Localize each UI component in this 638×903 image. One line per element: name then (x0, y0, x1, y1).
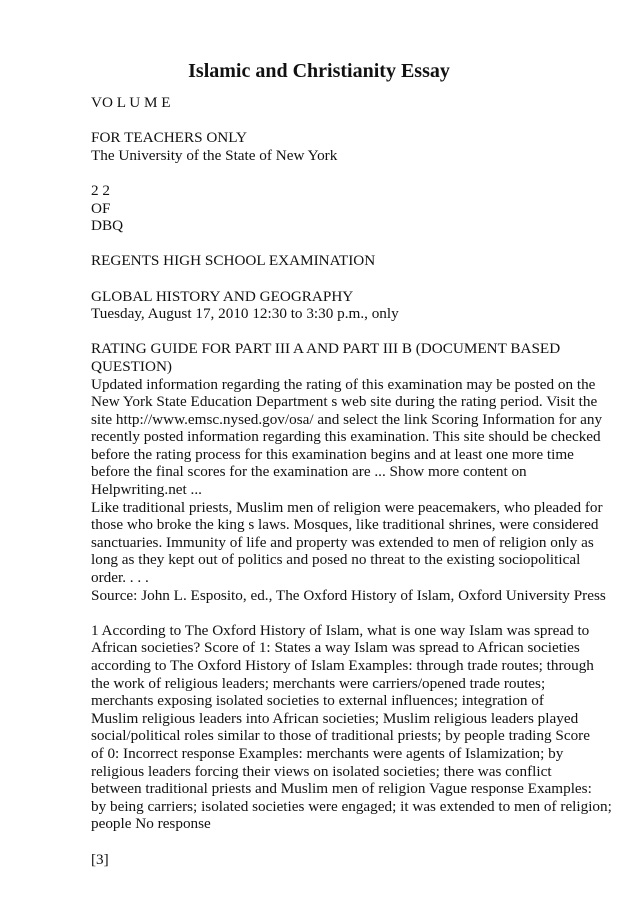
document-title: Islamic and Christianity Essay (188, 60, 450, 82)
text-line: OF (91, 199, 111, 217)
text-line: Updated information regarding the rating of this examination may be posted on the (91, 375, 596, 393)
text-line: DBQ (91, 217, 124, 235)
text-line: recently posted information regarding this examination. This site should be checked (91, 428, 601, 446)
text-line: Muslim religious leaders into African societies; Muslim religious leaders played (91, 709, 579, 727)
text-line: GLOBAL HISTORY AND GEOGRAPHY (91, 287, 354, 305)
text-line: social/political roles similar to those of traditional priests; by people trading Score (91, 727, 590, 745)
text-line: merchants exposing isolated societies to external influences; integration of (91, 692, 544, 710)
paragraph (91, 340, 606, 604)
text-line: the work of religious leaders; merchants were carriers/opened trade routes; (91, 674, 546, 692)
text-line: order. . . . (91, 569, 149, 587)
text-line: site http://www.emsc.nysed.gov/osa/ and select the link Scoring Information for any (91, 410, 603, 428)
text-line: people No response (91, 815, 211, 833)
document-body (91, 94, 612, 886)
text-line: 2 2 (91, 181, 110, 199)
text-line: New York State Education Department s web site during the rating period. Visit the (91, 393, 598, 411)
text-line: QUESTION) (91, 357, 172, 375)
text-line: Helpwriting.net ... (91, 481, 202, 499)
text-line: according to The Oxford History of Islam Examples: through trade routes; through (91, 657, 594, 674)
paragraph (91, 851, 591, 869)
text-line: before the final scores for the examination are ... Show more content on (91, 463, 527, 481)
paragraph (91, 252, 591, 270)
text-line: Tuesday, August 17, 2010 12:30 to 3:30 p.m., only (91, 305, 399, 323)
paragraph (91, 129, 591, 164)
text-line: those who broke the king s laws. Mosques, like traditional shrines, were considered (91, 516, 599, 534)
text-line: religious leaders forcing their views on isolated societies; there was conflict (91, 762, 552, 780)
text-line: VO L U M E (91, 94, 171, 111)
text-line: 1 According to The Oxford History of Islam, what is one way Islam was spread to (91, 621, 590, 639)
paragraph (91, 621, 612, 833)
text-line: by being carriers; isolated societies were engaged; it was extended to men of religion; (91, 797, 612, 815)
text-line: REGENTS HIGH SCHOOL EXAMINATION (91, 252, 376, 270)
text-line: FOR TEACHERS ONLY (91, 129, 247, 147)
paragraph (91, 94, 591, 112)
text-line: Like traditional priests, Muslim men of religion were peacemakers, who pleaded for (91, 498, 603, 516)
text-line: The University of the State of New York (91, 146, 338, 164)
text-line: of 0: Incorrect response Examples: merchants were agents of Islamization; by (91, 744, 564, 762)
paragraph (91, 288, 591, 323)
text-line: [3] (91, 850, 109, 868)
paragraph (91, 182, 591, 235)
text-line: long as they kept out of politics and posed no threat to the existing sociopolitical (91, 551, 581, 569)
text-line: before the rating process for this examination begins and at least one more time (91, 445, 574, 463)
text-line: between traditional priests and Muslim men of religion Vague response Examples: (91, 780, 592, 798)
text-line: RATING GUIDE FOR PART III A AND PART III B (DOCUMENT BASED (91, 340, 561, 358)
text-line: African societies? Score of 1: States a way Islam was spread to African societies (91, 639, 580, 657)
text-line: Source: John L. Esposito, ed., The Oxford History of Islam, Oxford University Press (91, 586, 606, 604)
text-line: sanctuaries. Immunity of life and property was extended to men of religion only as (91, 533, 594, 551)
